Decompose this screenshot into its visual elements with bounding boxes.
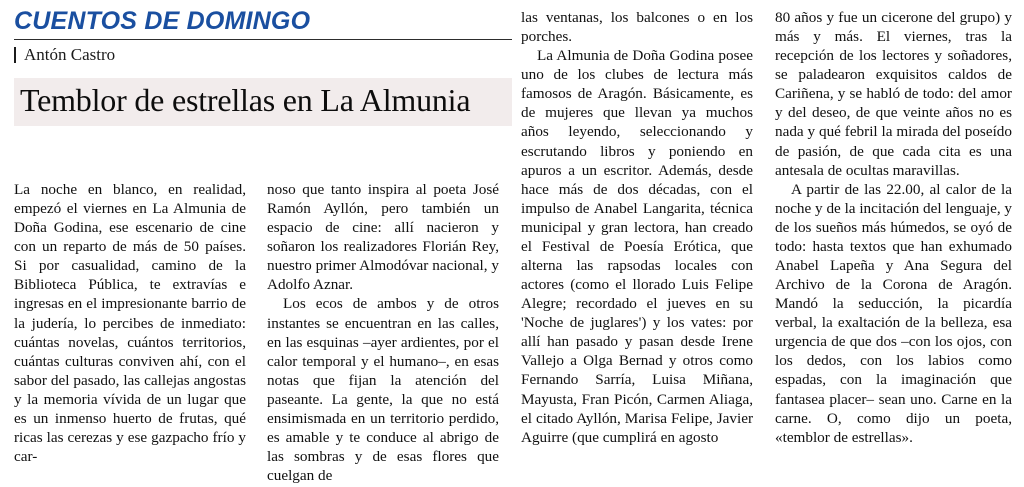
paragraph: La noche en blanco, en realidad, empezó el viernes en La Almunia de Doña Godina, ese escenario de cine con un reparto de más de 50 países. Si por casualidad, camino de la Biblioteca Pública, te extravías e ingresas en el impresionante barrio de la judería, lo percibes de inmediato: cuántas novelas, cuántos territorios, cuántas culturas conviven ahí, con el sabor del pasado, las callejas angostas y la memoria vívida de un lugar que es un inmenso huerto de frutas, qué ricas las cerezas y ese gazpacho frío y car- xyxy=(14,181,246,466)
article-header xyxy=(14,8,514,126)
paragraph: A partir de las 22.00, al calor de la noche y de la incitación del lenguaje, y de los sueños más húmedos, se oyó de todo: hasta textos que han exhumado Anabel Lapeña y Ana Segura del Archivo de la Corona de Aragón. Mandó la seducción, la picardía verbal, la exaltación de la belleza, esa urgencia de que dos –con los ojos, con los dedos, con los labios como espadas, con la imaginación que fantasea placer– sean uno. Carne en la carne. O, como dijo un poeta, «temblor de estrellas». xyxy=(775,180,1013,446)
paragraph: noso que tanto inspira al poeta José Ramón Ayllón, pero también un espacio de cine: allí nacieron y soñaron los realizadores Florián Rey, nuestro primer Almodóvar nacional, y Adolfo Aznar. xyxy=(267,181,499,294)
article-column-3 xyxy=(521,8,753,447)
paragraph: La Almunia de Doña Godina posee uno de los clubes de lectura más famosos de Aragón. Básicamente, es de mujeres que llevan ya muchos años leyendo, seleccionando y escrutando libros y poniendo en apuros a un escritor. Además, desde hace más de dos décadas, con el impulso de Anabel Langarita, técnica municipal y gran lectora, han creado el Festival de Poesía Erótica, que alterna las rapsodas locales con actores (como el llorado Luis Felipe Alegre; recordado el jueves en su 'Noche de juglares') y los vates: por allí han pasado y pasan desde Irene Vallejo a Olga Bernad y otros como Fernando Sarría, Luisa Miñana, Mayusta, Fran Picón, Carmen Aliaga, el citado Ayllón, Marisa Felipe, Javier Aguirre (que cumplirá en agosto xyxy=(521,47,753,446)
page-title: Temblor de estrellas en La Almunia xyxy=(20,81,471,118)
headline-container xyxy=(14,78,512,127)
kicker-divider xyxy=(14,39,512,40)
paragraph: Los ecos de ambos y de otros instantes se encuentran en las calles, en las esquinas –ayer ardientes, por el calor temporal y el humano–, en esas notas que fijan la atención del paseante. La gente, la que no está ensimismada en un territorio perdido, es amable y te conduce al abrigo de las sombras y de esas flores que cuelgan de xyxy=(267,295,499,485)
article-column-1 xyxy=(14,180,246,466)
byline: Antón Castro xyxy=(14,44,514,65)
section-kicker: CUENTOS DE DOMINGO xyxy=(14,7,311,35)
article-column-4 xyxy=(775,8,1012,447)
paragraph: las ventanas, los balcones o en los porches. xyxy=(521,9,753,46)
paragraph: 80 años y fue un cicerone del grupo) y más y más. El viernes, tras la recepción de los lectores y soñadores, se paladearon exquisitos caldos de Cariñena, y se habló de todo: del amor y del deseo, de que veinte años no es nada y qué febril la mirada del poseído de pasión, de que cada cita es una antesala de ocultas maravillas. xyxy=(775,9,1012,179)
article-column-2 xyxy=(267,180,499,485)
